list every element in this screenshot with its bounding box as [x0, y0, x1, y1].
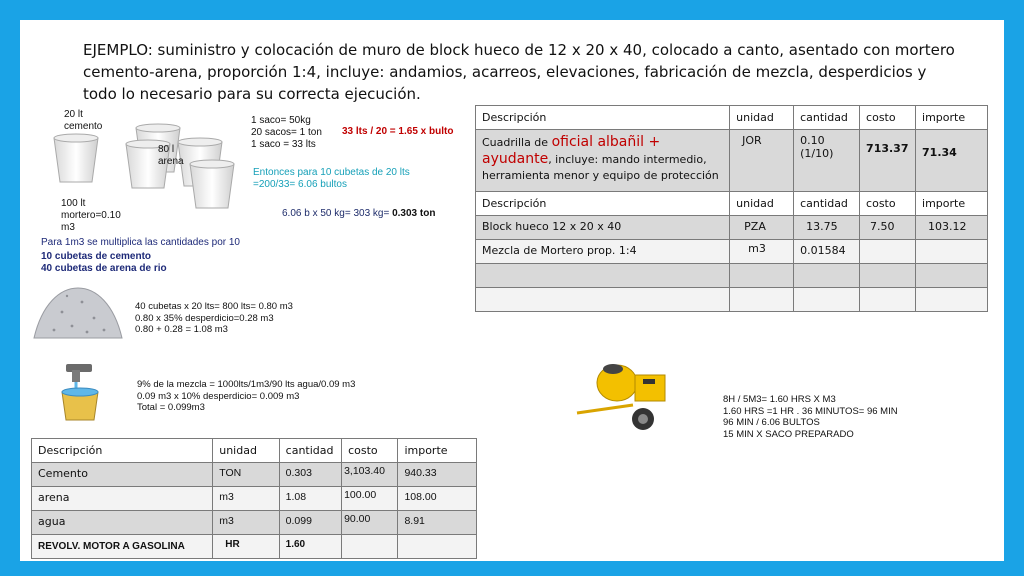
multiplica-note: Para 1m3 se multiplica las cantidades por 10 — [41, 237, 240, 248]
table-header-row — [32, 439, 477, 463]
bucket-cement-icon — [54, 134, 98, 182]
header-importe: importe — [916, 106, 988, 130]
row-desc: Block hueco 12 x 20 x 40 — [476, 216, 730, 240]
labor-unidad: JOR — [730, 130, 794, 192]
bucket-cement-label: 20 lt cemento — [64, 109, 103, 132]
row-importe: 8.91 — [398, 511, 477, 535]
table-row — [476, 240, 988, 264]
row-costo — [860, 240, 916, 264]
row-unidad: m3 — [730, 240, 794, 264]
slide-title: EJEMPLO: suministro y colocación de muro de block hueco de 12 x 20 x 40, colocado a canto, asentado con mortero cemento-arena, proporción 1:4, incluye: andamios, acarreos, elevaciones, fabricación de mezcla, desperdicios y todo lo necesario para su correcta ejecución. — [83, 41, 955, 103]
row-cantidad: 13.75 — [794, 216, 860, 240]
ton-note: 6.06 b x 50 kg= 303 kg= 0.303 ton — [282, 208, 436, 219]
table-header-row — [476, 106, 988, 130]
row-cantidad: 0.303 — [279, 463, 341, 487]
header-cantidad: cantidad — [794, 106, 860, 130]
sand-pile-icon — [32, 282, 124, 344]
table-row — [32, 511, 477, 535]
header-costo: costo — [342, 439, 398, 463]
header2-cantidad: cantidad — [794, 192, 860, 216]
labor-description: Cuadrilla de oficial albañil + ayudante, incluye: mando intermedio, herramienta menor y equipo de protección — [476, 130, 730, 192]
header2-descripcion: Descripción — [476, 192, 730, 216]
row-cantidad: 0.01584 — [794, 240, 860, 264]
row-unidad: HR — [213, 535, 279, 559]
row-desc: arena — [32, 487, 213, 511]
row-unidad: m3 — [213, 511, 279, 535]
table-header-row-2 — [476, 192, 988, 216]
header-unidad: unidad — [213, 439, 279, 463]
header2-importe: importe — [916, 192, 988, 216]
row-unidad: PZA — [730, 216, 794, 240]
labor-importe: 71.34 — [916, 130, 988, 192]
row-unidad: m3 — [213, 487, 279, 511]
table-row-empty — [476, 264, 988, 288]
header-descripcion: Descripción — [32, 439, 213, 463]
row-desc: Mezcla de Mortero prop. 1:4 — [476, 240, 730, 264]
water-bucket-icon — [52, 362, 110, 424]
table-row-labor — [476, 130, 988, 192]
table-row — [476, 216, 988, 240]
table-row-empty — [476, 288, 988, 312]
row-cantidad: 1.08 — [279, 487, 341, 511]
row-importe — [916, 240, 988, 264]
row-desc: agua — [32, 511, 213, 535]
row-costo: 7.50 — [860, 216, 916, 240]
lts-bulto-note: 33 lts / 20 = 1.65 x bulto — [342, 126, 454, 137]
row-costo: 3,103.40 — [342, 463, 398, 487]
bucket-sand-label: 80 l arena — [158, 144, 184, 167]
mixer-calc: 8H / 5M3= 1.60 HRS X M3 1.60 HRS =1 HR . 36 MINUTOS= 96 MIN 96 MIN / 6.06 BULTOS 15 MIN X SACO PREPARADO — [723, 394, 898, 440]
row-desc: Cemento — [32, 463, 213, 487]
row-cantidad: 0.099 — [279, 511, 341, 535]
labor-cantidad: 0.10 (1/10) — [794, 130, 860, 192]
row-costo: 100.00 — [342, 487, 398, 511]
bottom-cost-table — [31, 438, 477, 559]
concrete-mixer-icon — [573, 357, 677, 433]
table-row — [32, 487, 477, 511]
table-row-revolvedora — [32, 535, 477, 559]
labor-costo: 713.37 — [860, 130, 916, 192]
slide — [20, 20, 1004, 561]
row-unidad: TON — [213, 463, 279, 487]
header-unidad: unidad — [730, 106, 794, 130]
agua-calc: 9% de la mezcla = 1000lts/1m3/90 lts agua/0.09 m3 0.09 m3 x 10% desperdicio= 0.009 m3 Total = 0.099m3 — [137, 379, 356, 413]
header2-unidad: unidad — [730, 192, 794, 216]
top-cost-table — [475, 105, 988, 312]
table-row — [32, 463, 477, 487]
header-importe: importe — [398, 439, 477, 463]
row-importe: 103.12 — [916, 216, 988, 240]
row-desc: REVOLV. MOTOR A GASOLINA — [32, 535, 213, 559]
row-costo: 90.00 — [342, 511, 398, 535]
row-cantidad: 1.60 — [279, 535, 341, 559]
header-cantidad: cantidad — [279, 439, 341, 463]
header2-costo: costo — [860, 192, 916, 216]
row-importe: 940.33 — [398, 463, 477, 487]
cubetas-note: 10 cubetas de cemento 40 cubetas de arena de rio — [41, 251, 167, 274]
header-descripcion: Descripción — [476, 106, 730, 130]
saco-notes: 1 saco= 50kg 20 sacos= 1 ton 1 saco = 33 lts — [251, 115, 322, 150]
arena-calc: 40 cubetas x 20 lts= 800 lts= 0.80 m3 0.80 x 35% desperdicio=0.28 m3 0.80 + 0.28 = 1.08 m3 — [135, 301, 293, 335]
entonces-note: Entonces para 10 cubetas de 20 lts =200/33= 6.06 bultos — [253, 167, 410, 190]
bucket-mortar-label: 100 lt mortero=0.10 m3 — [61, 198, 121, 233]
row-importe: 108.00 — [398, 487, 477, 511]
header-costo: costo — [860, 106, 916, 130]
